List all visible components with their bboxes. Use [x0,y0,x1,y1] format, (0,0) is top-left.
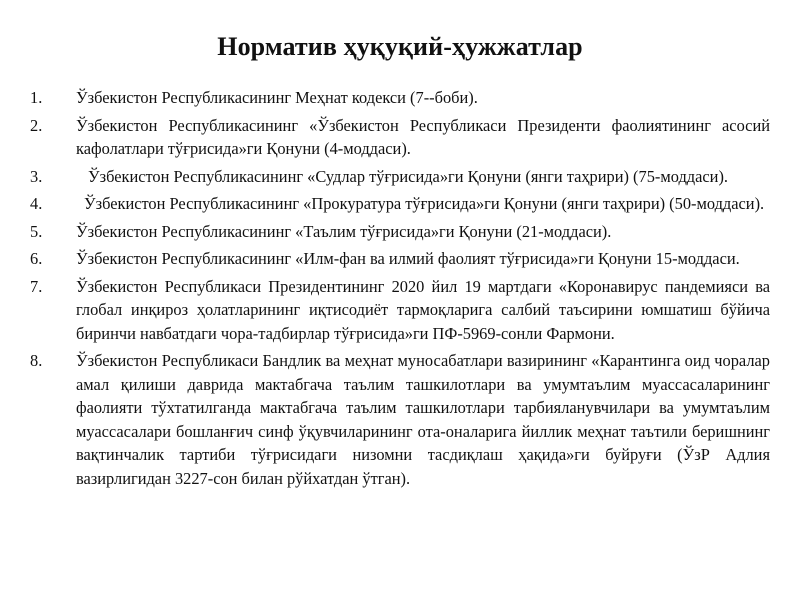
list-item [30,165,770,189]
list-item-number: 5. [30,221,43,241]
list-item-number: 7. [30,276,43,296]
list-item [30,275,770,346]
list-item-text: Ўзбекистон Республикасининг Меҳнат кодекси (7--боби). [76,88,478,107]
list-item [30,114,770,161]
list-item-text: Ўзбекистон Республикасининг «Судлар тўғрисида»ги Қонуни (янги таҳрири) (75-моддаси). [88,166,729,186]
list-item [30,86,770,110]
list-item [30,220,770,244]
list-item-text: Ўзбекистон Республикасининг «Ўзбекистон Республикаси Президенти фаолиятининг асосий кафолатлари тўғрисида»ги Қонуни (4-моддаси). [76,115,770,158]
page-title: Норматив ҳуқуқий-ҳужжатлар [217,32,583,61]
list-item-number: 3. [30,166,43,186]
legal-documents-list [30,86,770,494]
list-item-text: Ўзбекистон Республикаси Бандлик ва меҳнат муносабатлари вазирининг «Карантинга оид чоралар амал қилиши даврида мактабгача таълим ташкилотлари ва умумтаълим муассасаларининг фаолияти тўхтатилганда мактабгача таълим ташкилотлари тарбияланувчилари ва умумтаълим муассасалари бошланғич синф ўқувчиларининг ота-оналарига йиллик меҳнат таътили беришнинг вақтинчалик тартиби тўғрисидаги низомни тасдиқлаш ҳақида»ги буйруғи (ЎзР Адлия вазирлигидан 3227-сон билан рўйхатдан ўтган). [76,351,770,488]
list-item-number: 1. [30,88,43,107]
list-item [30,349,770,490]
list-item [30,192,770,216]
list-item-number: 6. [30,249,43,268]
list-item-text: Ўзбекистон Республикаси Президентининг 2020 йил 19 мартдаги «Коронавирус пандемияси ва глобал инқироз ҳолатларининг иқтисодиёт тармоқларига салбий таъсирини юмшатиш бўйича биринчи навбатдаги чора-тадбирлар тўғрисида»ги ПФ-5969-сонли Фармони. [76,276,770,343]
list-item-text: Ўзбекистон Республикасининг «Илм-фан ва илмий фаолият тўғрисида»ги Қонуни 15-моддаси. [76,249,740,268]
list-item-number: 2. [30,115,43,135]
list-item-number: 8. [30,351,43,370]
list-item [30,247,770,271]
list-item-number: 4. [30,194,43,213]
list-item-text: Ўзбекистон Республикасининг «Таълим тўғрисида»ги Қонуни (21-моддаси). [76,221,612,241]
list-item-text: Ўзбекистон Республикасининг «Прокуратура тўғрисида»ги Қонуни (янги таҳрири) (50-моддаси). [84,194,765,213]
